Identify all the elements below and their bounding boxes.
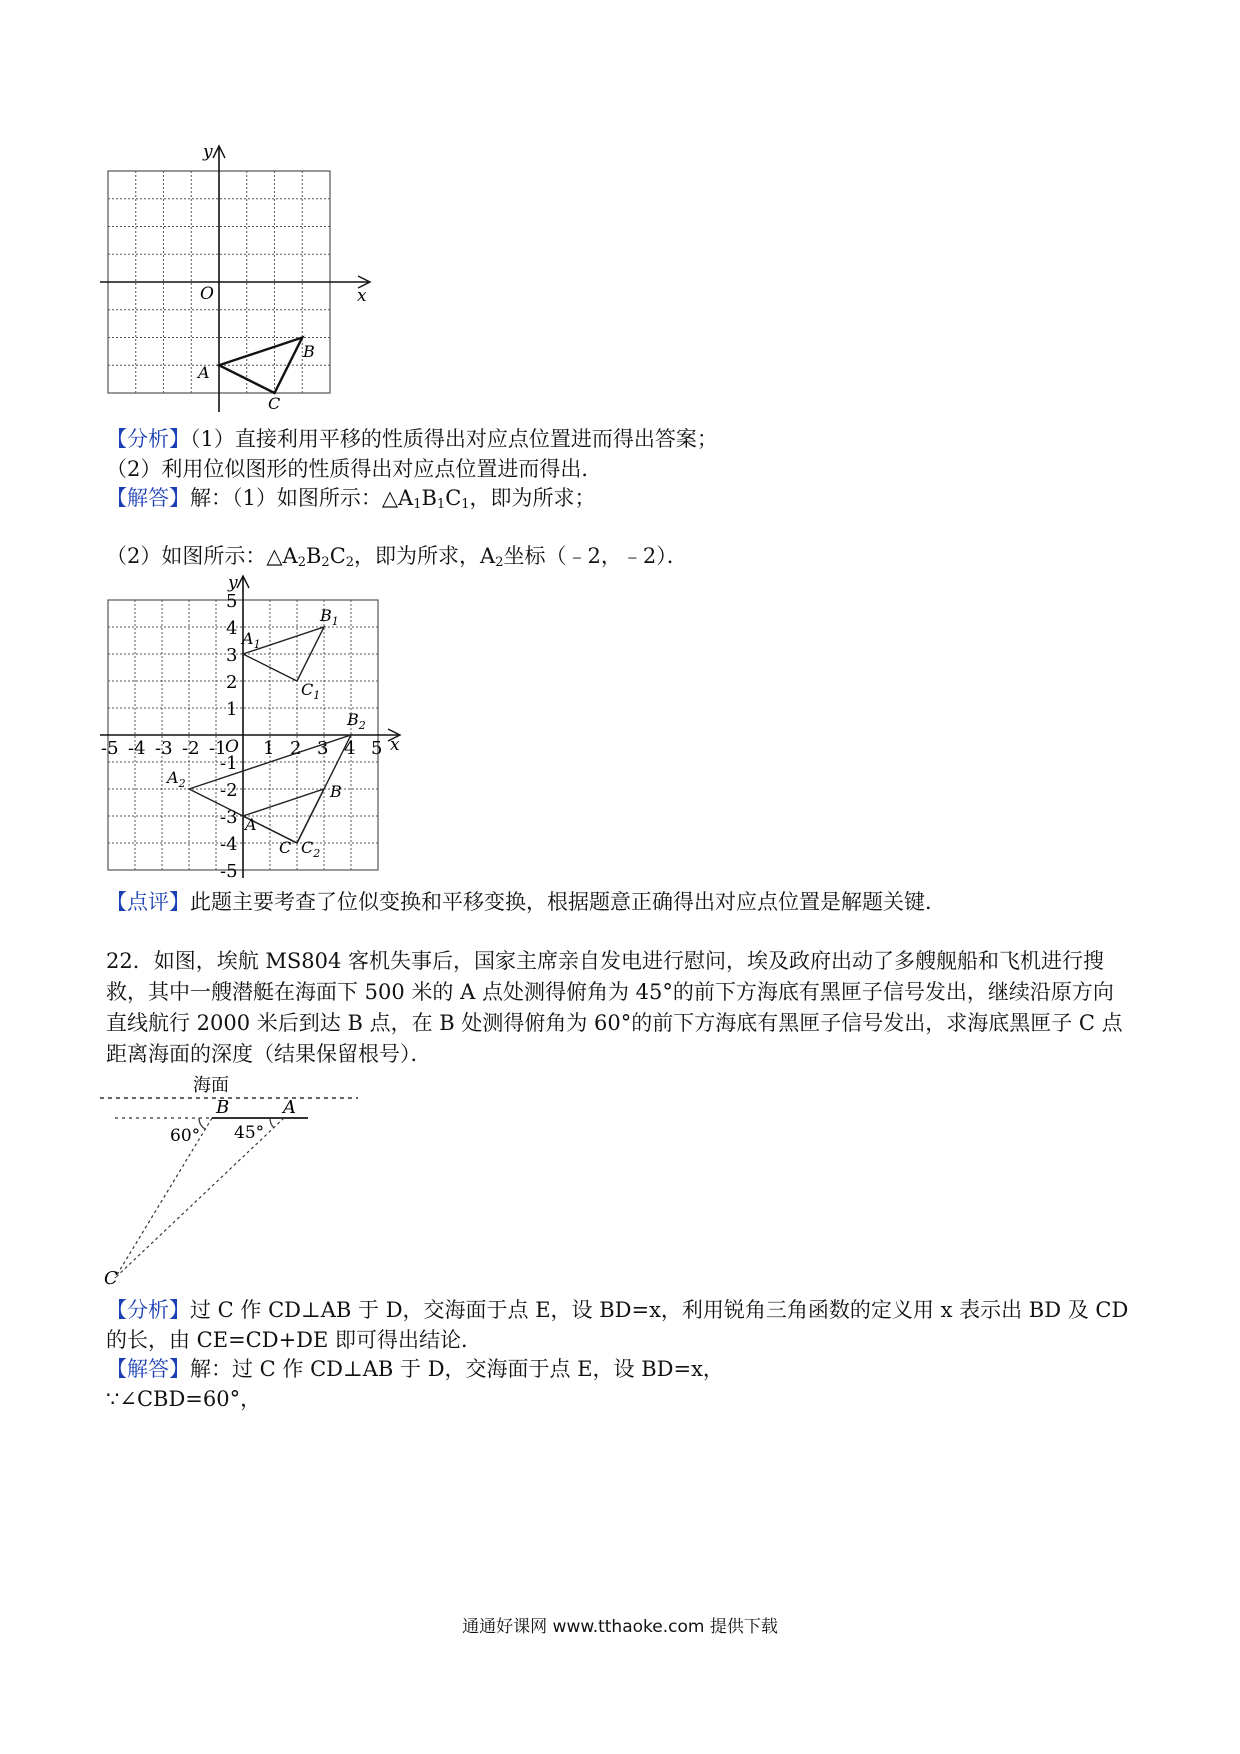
figure2-y-label: y [228,573,238,593]
figure2-point-label: C [279,838,292,857]
figure2-y-tick-label: 5 [226,591,238,612]
figure2-point-label: $C_1$ [301,680,321,702]
figure2-x-tick-label: 5 [371,738,383,759]
q22-analysis-tag: 【分析】 [106,1298,190,1322]
figure2-point-label: $A_2$ [167,768,186,790]
figure2-point-label: $B_1$ [320,606,339,628]
figure2-point-label: $C_2$ [301,838,321,860]
q21-comment-tag: 【点评】 [106,890,190,914]
figure2-y-tick-label: -5 [220,861,238,880]
figure2-point-label: $A_1$ [242,629,261,651]
figure2-x-tick-label: -2 [182,738,200,759]
figure2-y-tick-label: -4 [220,834,238,855]
figure2-x-label: x [390,735,400,755]
q22-problem-line2: 救，其中一艘潜艇在海面下 500 米的 A 点处测得俯角为 45°的前下方海底有黑匣子信号发出，继续沿原方向 [106,980,1114,1004]
q22-analysis-line1: 【分析】过 C 作 CD⊥AB 于 D，交海面于点 E，设 BD=x，利用锐角三角函数的定义用 x 表示出 BD 及 CD [106,1298,1129,1322]
q22-problem-line4: 距离海面的深度（结果保留根号）． [106,1042,432,1066]
q22-analysis-line2: 的长，由 CE=CD+DE 即可得出结论． [106,1328,483,1352]
q22-problem-line1: 22．如图，埃航 MS804 客机失事后，国家主席亲自发电进行慰问，埃及政府出动了多艘舰船和飞机进行搜 [106,949,1105,973]
q21-answer-line2: （2）如图所示：$\triangle A_2B_2C_2$，即为所求，$A_2$坐标（﹣2，﹣2）． [106,544,688,570]
figure2-y-tick-label: 2 [226,672,238,693]
figure2-point-label: A [245,815,257,834]
sea-surface-label: 海面 [193,1075,229,1096]
point-c-label: C [104,1268,118,1289]
figure2-x-tick-label: -4 [128,738,146,759]
q22-answer-tag: 【解答】 [106,1357,190,1381]
figure2-coordinate-grid [95,570,415,880]
figure2-x-tick-label: 2 [290,738,302,759]
figure1-point-b-label: B [303,342,315,361]
angle-60-label: 60° [170,1126,201,1146]
q21-analysis-tag: 【分析】 [106,427,190,451]
point-a-label: A [283,1097,296,1118]
figure2-point-label: B [330,782,342,801]
angle-45-label: 45° [234,1123,265,1143]
figure2-x-tick-label: 3 [317,738,329,759]
figure2-y-tick-label: -2 [220,780,238,801]
figure2-x-tick-label: 1 [263,738,275,759]
figure1-origin-label: O [200,284,214,304]
figure2-x-tick-label: -1 [209,738,227,759]
q22-problem-line3: 直线航行 2000 米后到达 B 点，在 B 处测得俯角为 60°的前下方海底有黑匣子信号发出，求海底黑匣子 C 点 [106,1011,1123,1035]
figure2-x-tick-label: -3 [155,738,173,759]
figure1-point-a-label: A [198,363,210,382]
q21-analysis-line1: 【分析】（1）直接利用平移的性质得出对应点位置进而得出答案； [106,427,718,451]
q22-answer-line1: 【解答】解：过 C 作 CD⊥AB 于 D，交海面于点 E，设 BD=x， [106,1357,724,1381]
figure1-y-label: y [203,142,213,162]
q21-analysis-line2: （2）利用位似图形的性质得出对应点位置进而得出． [106,457,603,481]
q22-submarine-figure [95,1070,370,1290]
figure2-origin-label: O [225,737,239,757]
figure2-y-tick-label: -1 [220,753,238,774]
figure2-triangle-a1b1c1 [243,627,324,681]
figure2-point-label: $B_2$ [347,710,366,732]
figure2-x-tick-label: 4 [344,738,356,759]
point-b-label: B [216,1097,230,1118]
figure2-y-tick-label: 4 [226,618,238,639]
figure1-point-c-label: C [268,394,281,413]
q21-answer-tag: 【解答】 [106,486,190,510]
figure2-x-tick-label: -5 [101,738,119,759]
figure2-y-tick-label: 3 [226,645,238,666]
q21-answer-line1: 【解答】解：（1）如图所示：$\triangle A_1B_1C_1$，即为所求； [106,486,596,512]
page-footer: 通通好课网 www.tthaoke.com 提供下载 [462,1617,778,1637]
q21-comment-line: 【点评】此题主要考查了位似变换和平移变换，根据题意正确得出对应点位置是解题关键． [106,890,946,914]
figure2-y-tick-label: 1 [226,699,238,720]
figure1-x-label: x [357,286,367,306]
q22-answer-line2: ∵∠CBD=60°， [106,1387,262,1411]
figure2-y-tick-label: -3 [220,807,238,828]
